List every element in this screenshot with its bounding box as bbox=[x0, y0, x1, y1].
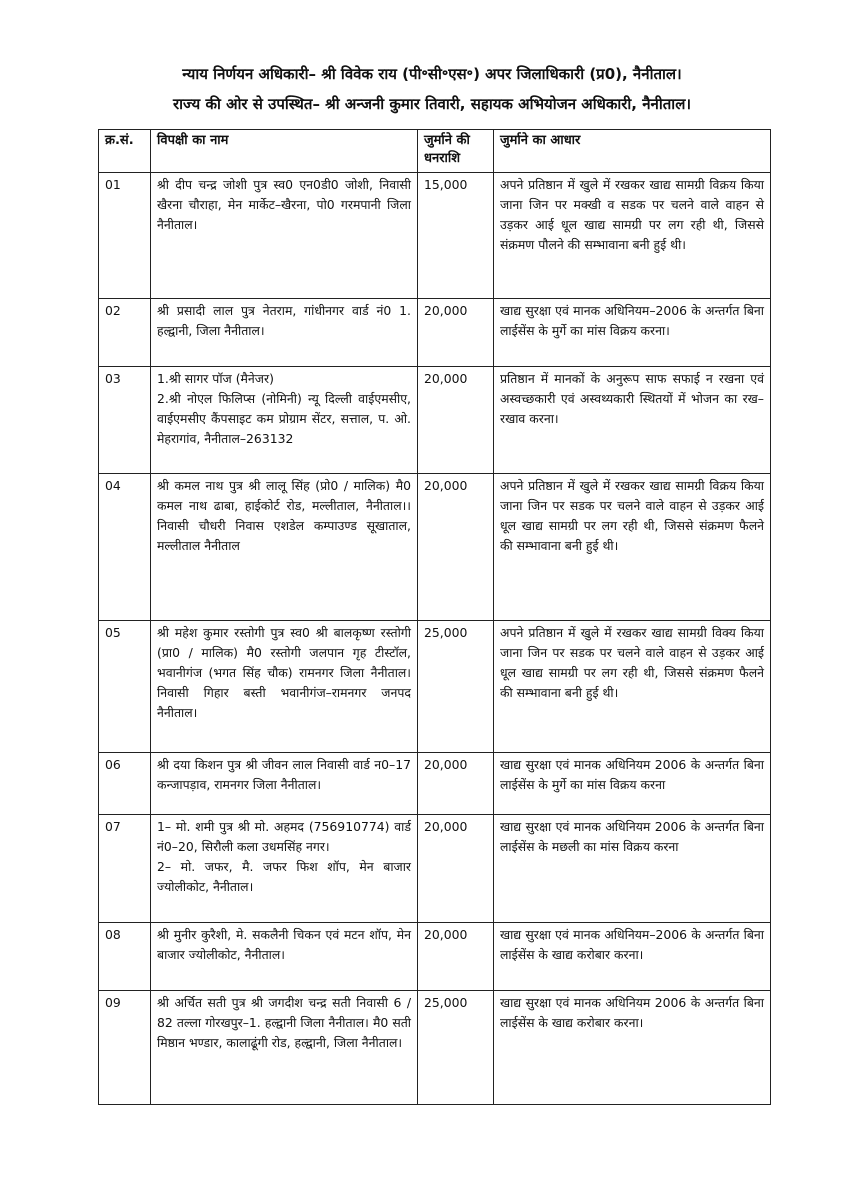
row-sno: 04 bbox=[99, 474, 151, 621]
col-header-sno: क्र.सं. bbox=[99, 130, 151, 173]
row-fine-amount: 20,000 bbox=[418, 753, 494, 815]
row-sno: 09 bbox=[99, 991, 151, 1105]
row-sno: 05 bbox=[99, 621, 151, 753]
row-fine-amount: 25,000 bbox=[418, 991, 494, 1105]
row-sno: 02 bbox=[99, 299, 151, 367]
row-fine-amount: 15,000 bbox=[418, 173, 494, 299]
row-fine-basis: अपने प्रतिष्ठान में खुले में रखकर खाद्य सामग्री विक्य किया जाना जिन पर सडक पर चलने वाले वाहन से उड़कर आई धूल खाद्य सामग्री पर लग रही थी, जिससे संक्रमण फैलने की सम्भावाना बनी हुई थी। bbox=[494, 621, 771, 753]
table-row bbox=[99, 621, 771, 753]
row-sno: 01 bbox=[99, 173, 151, 299]
row-fine-basis: खाद्य सुरक्षा एवं मानक अधिनियम–2006 के अन्तर्गत बिना लाईसेंस के मुर्गे का मांस विक्रय करना। bbox=[494, 299, 771, 367]
row-sno: 08 bbox=[99, 923, 151, 991]
row-opponent-name: श्री मुनीर कुरैशी, मे. सकलैनी चिकन एवं मटन शॉप, मेन बाजार ज्योलीकोट, नैनीताल। bbox=[151, 923, 418, 991]
row-fine-basis: अपने प्रतिष्ठान में खुले में रखकर खाद्य सामग्री विक्रय किया जाना जिन पर मक्खी व सडक पर चलने वाले वाहन से उड़कर आई धूल खाद्य सामग्री पर लग रही थी, जिससे संक्रमण पौलने की सम्भावाना बनी हुई थी। bbox=[494, 173, 771, 299]
row-opponent-name: श्री दीप चन्द्र जोशी पुत्र स्व0 एन0डी0 जोशी, निवासी खैरना चौराहा, मेन मार्केट–खैरना, पो0 गरमपानी जिला नैनीताल। bbox=[151, 173, 418, 299]
name-line: 2.श्री नोएल फिलिप्स (नोमिनी) न्यू दिल्ली वाईएमसीए, वाईएमसीए कैंपसाइट कम प्रोग्राम सेंटर, सत्ताल, प. ओ. मेहरागांव, नैनीताल–263132 bbox=[157, 391, 411, 446]
name-line: 1.श्री सागर पॉज (मैनेजर) bbox=[157, 371, 274, 386]
name-line: 1– मो. शमी पुत्र श्री मो. अहमद (756910774) वार्ड नं0–20, सिरौली कला उधमसिंह नगर। bbox=[157, 819, 411, 854]
col-header-basis: जुर्माने का आधार bbox=[494, 130, 771, 173]
row-sno: 06 bbox=[99, 753, 151, 815]
table-row bbox=[99, 991, 771, 1105]
table-row bbox=[99, 173, 771, 299]
table-row bbox=[99, 923, 771, 991]
row-fine-amount: 25,000 bbox=[418, 621, 494, 753]
adjudicating-officer-heading: न्याय निर्णयन अधिकारी– श्री विवेक राय (पी॰सी॰एस॰) अपर जिलाधिकारी (प्र0), नैनीताल। bbox=[182, 65, 682, 83]
row-fine-amount: 20,000 bbox=[418, 474, 494, 621]
row-opponent-name: श्री अर्चित सती पुत्र श्री जगदीश चन्द्र सती निवासी 6 / 82 तल्ला गोरखपुर–1. हल्द्वानी जिला नैनीताल। मै0 सती मिष्ठान भण्डार, कालाढूंगी रोड, हल्द्वानी, जिला नैनीताल। bbox=[151, 991, 418, 1105]
penalty-table bbox=[98, 129, 771, 1105]
row-fine-basis: खाद्य सुरक्षा एवं मानक अधिनियम–2006 के अन्तर्गत बिना लाईसेंस के खाद्य करोबार करना। bbox=[494, 923, 771, 991]
col-header-name: विपक्षी का नाम bbox=[151, 130, 418, 173]
row-opponent-name bbox=[151, 367, 418, 474]
row-sno: 03 bbox=[99, 367, 151, 474]
row-fine-amount: 20,000 bbox=[418, 367, 494, 474]
row-fine-basis: प्रतिष्ठान में मानकों के अनुरूप साफ सफाई न रखना एवं अस्वच्छकारी एवं अस्वथ्यकारी स्थितयों में भोजन का रख–रखाव करना। bbox=[494, 367, 771, 474]
row-fine-basis: खाद्य सुरक्षा एवं मानक अधिनियम 2006 के अन्तर्गत बिना लाईसेंस के मछली का मांस विक्रय करना bbox=[494, 815, 771, 923]
col-header-amount: जुर्माने की धनराशि bbox=[418, 130, 494, 173]
table-header-row bbox=[99, 130, 771, 173]
row-fine-amount: 20,000 bbox=[418, 299, 494, 367]
row-sno: 07 bbox=[99, 815, 151, 923]
state-representative-heading: राज्य की ओर से उपस्थित– श्री अन्जनी कुमार तिवारी, सहायक अभियोजन अधिकारी, नैनीताल। bbox=[172, 95, 692, 113]
table-row bbox=[99, 815, 771, 923]
table-row bbox=[99, 474, 771, 621]
row-opponent-name bbox=[151, 815, 418, 923]
row-opponent-name: श्री कमल नाथ पुत्र श्री लालू सिंह (प्रो0 / मालिक) मै0 कमल नाथ ढाबा, हाईकोर्ट रोड, मल्लीताल, नैनीताल।। निवासी चौधरी निवास एशडेल कम्पाउण्ड सूखाताल, मल्लीताल नैनीताल bbox=[151, 474, 418, 621]
row-fine-amount: 20,000 bbox=[418, 923, 494, 991]
row-fine-basis: अपने प्रतिष्ठान में खुले में रखकर खाद्य सामग्री विक्रय किया जाना जिन पर सडक पर चलने वाले वाहन से उड़कर आई धूल खाद्य सामग्री पर लग रही थी, जिससे संक्रमण फैलने की सम्भावाना बनी हुई थी। bbox=[494, 474, 771, 621]
row-opponent-name: श्री प्रसादी लाल पुत्र नेतराम, गांधीनगर वार्ड नं0 1. हल्द्वानी, जिला नैनीताल। bbox=[151, 299, 418, 367]
row-fine-basis: खाद्य सुरक्षा एवं मानक अधिनियम 2006 के अन्तर्गत बिना लाईसेंस के मुर्गे का मांस विक्रय करना bbox=[494, 753, 771, 815]
row-opponent-name: श्री दया किशन पुत्र श्री जीवन लाल निवासी वार्ड न0–17 कन्जापड़ाव, रामनगर जिला नैनीताल। bbox=[151, 753, 418, 815]
table-row bbox=[99, 299, 771, 367]
row-opponent-name: श्री महेश कुमार रस्तोगी पुत्र स्व0 श्री बालकृष्ण रस्तोगी (प्रा0 / मालिक) मै0 रस्तोगी जलपान गृह टीस्टॉल, भवानीगंज (भगत सिंह चौक) रामनगर जिला नैनीताल। निवासी गिहार बस्ती भवानीगंज–रामनगर जनपद नैनीताल। bbox=[151, 621, 418, 753]
row-fine-basis: खाद्य सुरक्षा एवं मानक अधिनियम 2006 के अन्तर्गत बिना लाईसेंस के खाद्य करोबार करना। bbox=[494, 991, 771, 1105]
name-line: 2– मो. जफर, मै. जफर फिश शॉप, मेन बाजार ज्योलीकोट, नैनीताल। bbox=[157, 859, 411, 894]
row-fine-amount: 20,000 bbox=[418, 815, 494, 923]
table-row bbox=[99, 367, 771, 474]
table-row bbox=[99, 753, 771, 815]
